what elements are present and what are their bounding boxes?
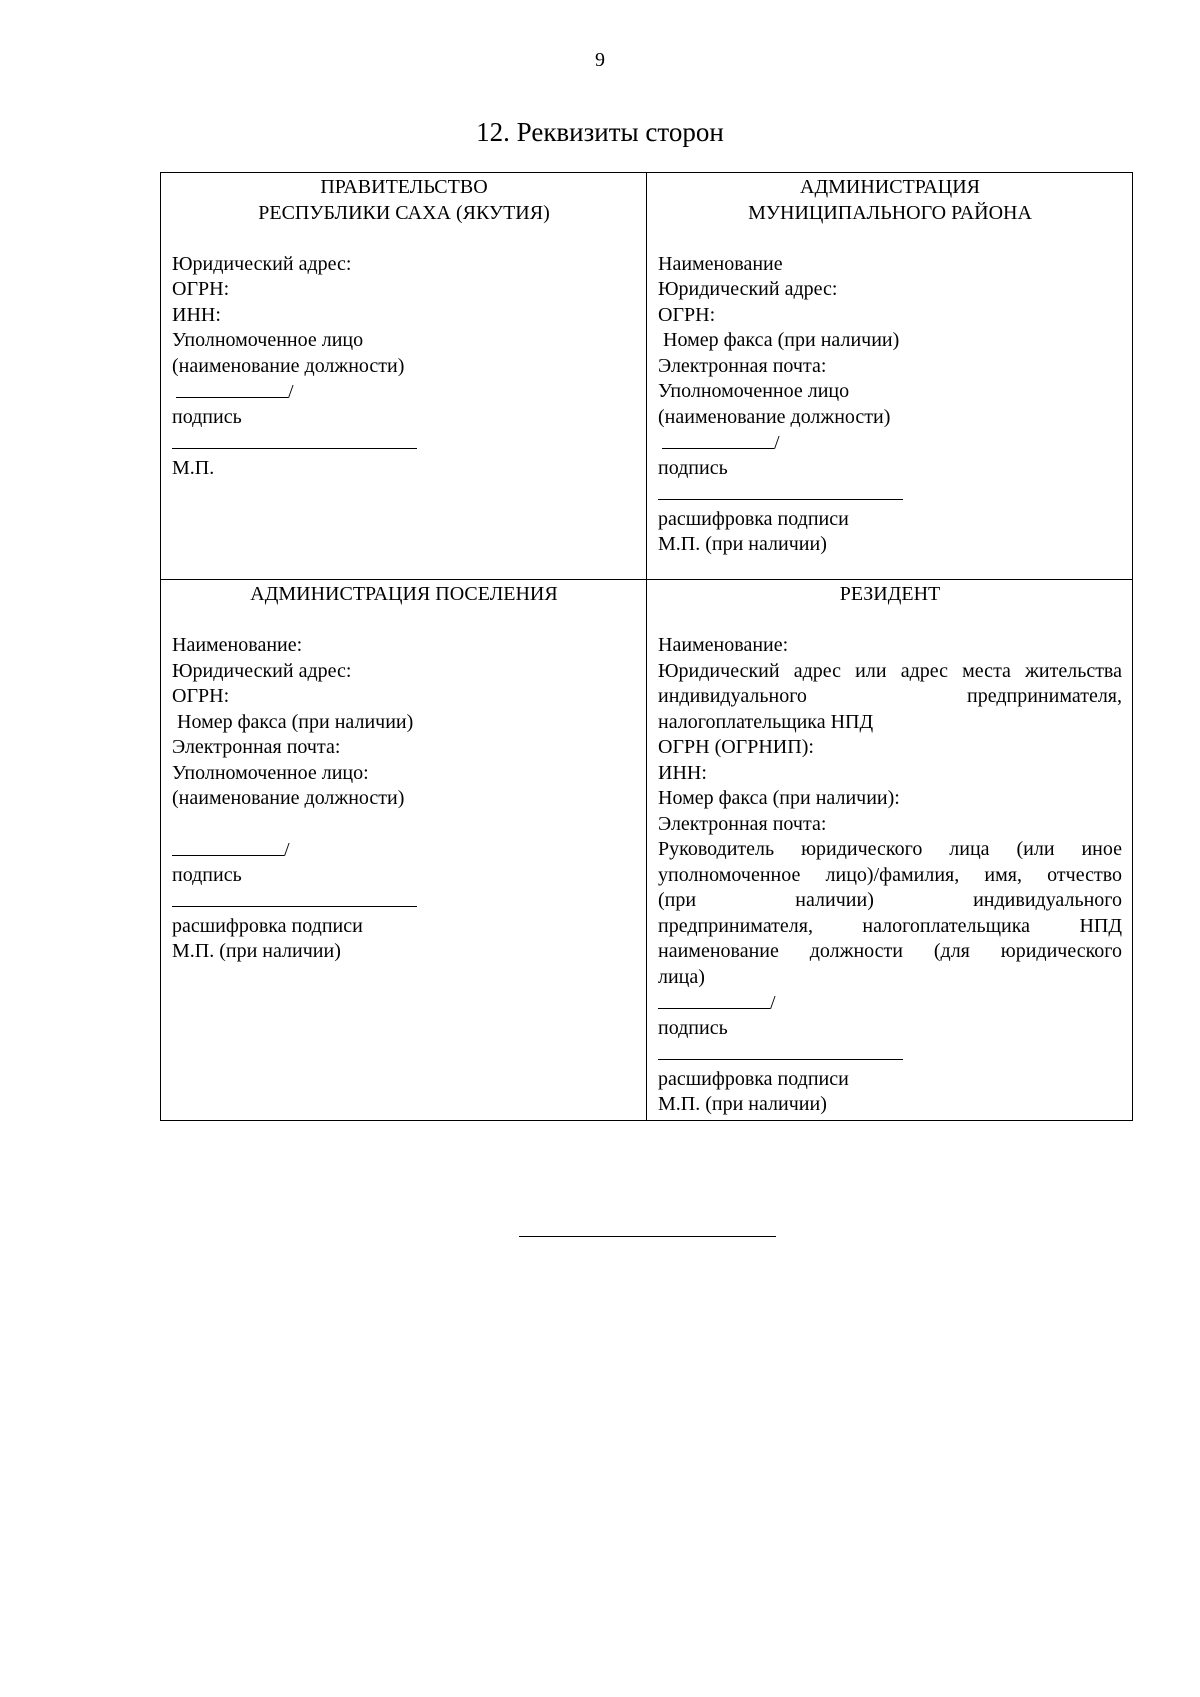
- signature-line: [176, 379, 288, 398]
- resident-fax: Номер факса (при наличии):: [658, 787, 900, 809]
- settlement-cell: [161, 580, 647, 1121]
- government-heading-2: РЕСПУБЛИКИ САХА (ЯКУТИЯ): [258, 201, 550, 224]
- settlement-signature-field[interactable]: [172, 837, 636, 863]
- signature-line: [658, 990, 770, 1009]
- resident-head-line-4: предпринимателя, налогоплательщика НПД: [658, 914, 1122, 937]
- resident-signature-field[interactable]: [658, 990, 1122, 1016]
- end-of-document-line: [519, 1236, 776, 1237]
- section-title: 12. Реквизиты сторон: [476, 117, 724, 147]
- resident-head-line-2: уполномоченное лицо)/фамилия, имя, отчество: [658, 863, 1122, 886]
- district-cell: [647, 173, 1133, 580]
- district-stamp: М.П. (при наличии): [658, 533, 827, 555]
- government-decoding-field[interactable]: [172, 430, 636, 456]
- settlement-signature-decoding: расшифровка подписи: [172, 914, 363, 937]
- resident-head-line-6: лица): [658, 965, 705, 988]
- settlement-name: Наименование:: [172, 634, 303, 656]
- decoding-line: [172, 430, 417, 449]
- resident-address-line-1: Юридический адрес или адрес места жительства: [658, 659, 1122, 682]
- resident-signature-label: подпись: [658, 1016, 728, 1039]
- district-position: (наименование должности): [658, 405, 891, 428]
- resident-heading: РЕЗИДЕНТ: [839, 583, 941, 605]
- resident-signature-decoding: расшифровка подписи: [658, 1067, 849, 1090]
- government-position: (наименование должности): [172, 354, 405, 377]
- resident-head-line-3: (при наличии) индивидуального: [658, 889, 1122, 911]
- resident-email: Электронная почта:: [658, 812, 827, 835]
- signature-slash: /: [288, 381, 294, 403]
- decoding-line: [658, 1041, 903, 1060]
- settlement-authorized-person: Уполномоченное лицо:: [172, 761, 369, 784]
- settlement-stamp: М.П. (при наличии): [172, 940, 341, 962]
- government-stamp: М.П.: [172, 456, 215, 479]
- district-heading-2: МУНИЦИПАЛЬНОГО РАЙОНА: [748, 201, 1032, 224]
- government-cell: [161, 173, 647, 580]
- settlement-heading: АДМИНИСТРАЦИЯ ПОСЕЛЕНИЯ: [250, 583, 558, 605]
- page-number: 9: [595, 49, 605, 71]
- government-ogrn: ОГРН:: [172, 278, 230, 300]
- resident-ogrn: ОГРН (ОГРНИП):: [658, 736, 814, 758]
- government-signature-field[interactable]: [172, 379, 636, 405]
- resident-decoding-field[interactable]: [658, 1041, 1122, 1067]
- signature-slash: /: [774, 432, 780, 454]
- settlement-signature-label: подпись: [172, 863, 242, 886]
- resident-address-line-3: налогоплательщика НПД: [658, 710, 874, 733]
- government-inn: ИНН:: [172, 303, 221, 326]
- settlement-decoding-field[interactable]: [172, 888, 636, 914]
- district-name: Наименование: [658, 252, 783, 275]
- government-authorized-person: Уполномоченное лицо: [172, 329, 364, 351]
- signature-slash: /: [284, 839, 290, 861]
- settlement-fax: Номер факса (при наличии): [172, 710, 414, 733]
- decoding-line: [172, 888, 417, 907]
- settlement-email: Электронная почта:: [172, 736, 341, 758]
- district-signature-label: подпись: [658, 456, 728, 479]
- resident-head-line-1: Руководитель юридического лица (или иное: [658, 838, 1122, 860]
- signature-line: [662, 430, 774, 449]
- resident-stamp: М.П. (при наличии): [658, 1093, 827, 1115]
- government-legal-address: Юридический адрес:: [172, 252, 352, 275]
- settlement-legal-address: Юридический адрес:: [172, 659, 352, 682]
- district-fax: Номер факса (при наличии): [658, 329, 900, 351]
- signature-slash: /: [770, 992, 776, 1014]
- district-decoding-field[interactable]: [658, 481, 1122, 507]
- resident-name: Наименование:: [658, 634, 789, 656]
- district-ogrn: ОГРН:: [658, 303, 716, 326]
- resident-cell: [647, 580, 1133, 1121]
- decoding-line: [658, 481, 903, 500]
- requisites-row-2: [161, 580, 1133, 1121]
- signature-line: [172, 837, 284, 856]
- district-legal-address: Юридический адрес:: [658, 278, 838, 300]
- district-email: Электронная почта:: [658, 354, 827, 377]
- requisites-row-1: [161, 173, 1133, 580]
- government-signature-label: подпись: [172, 405, 242, 428]
- settlement-position: (наименование должности): [172, 787, 405, 809]
- resident-address-line-2: индивидуального предпринимателя,: [658, 685, 1122, 707]
- resident-head-line-5: наименование должности (для юридического: [658, 940, 1122, 962]
- district-signature-decoding: расшифровка подписи: [658, 507, 849, 530]
- government-heading-1: ПРАВИТЕЛЬСТВО: [320, 176, 488, 198]
- district-authorized-person: Уполномоченное лицо: [658, 380, 850, 402]
- requisites-table: [160, 172, 1133, 1121]
- resident-inn: ИНН:: [658, 761, 707, 784]
- district-signature-field[interactable]: [658, 430, 1122, 456]
- settlement-ogrn: ОГРН:: [172, 685, 230, 707]
- district-heading-1: АДМИНИСТРАЦИЯ: [800, 176, 980, 198]
